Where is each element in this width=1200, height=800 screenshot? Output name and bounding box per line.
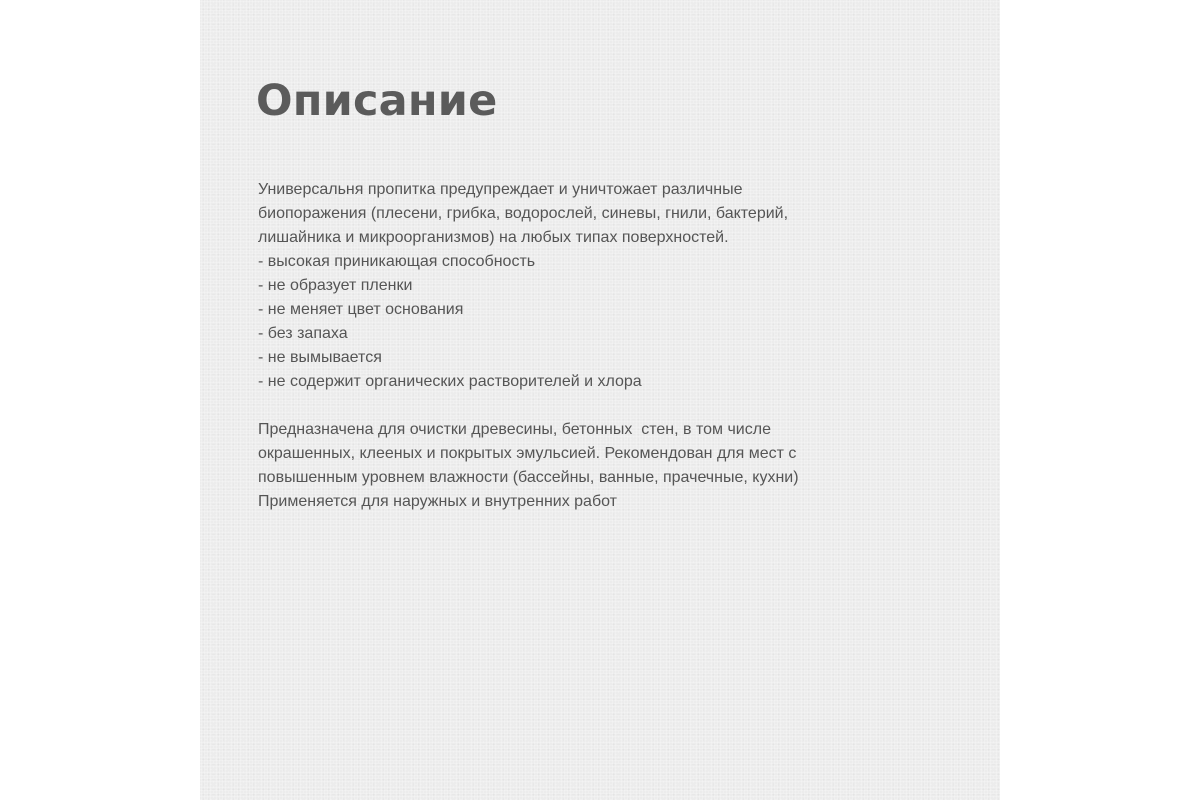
- description-body: [258, 178, 958, 514]
- usage-line: окрашенных, клееных и покрытых эмульсией. Рекомендован для мест с: [258, 445, 797, 462]
- feature-item: - не меняет цвет основания: [258, 301, 464, 318]
- usage-line: повышенным уровнем влажности (бассейны, ванные, прачечные, кухни): [258, 469, 799, 486]
- feature-item: - не образует пленки: [258, 277, 413, 294]
- feature-item: - не содержит органических растворителей и хлора: [258, 373, 642, 390]
- paragraph-gap: [258, 394, 958, 418]
- intro-line: Универсальня пропитка предупреждает и уничтожает различные: [258, 181, 743, 198]
- intro-line: биопоражения (плесени, грибка, водорослей, синевы, гнили, бактерий,: [258, 205, 789, 222]
- usage-line: Предназначена для очистки древесины, бетонных стен, в том числе: [258, 421, 771, 438]
- description-card: [200, 0, 1000, 800]
- feature-item: - без запаха: [258, 325, 348, 342]
- page-title: Описание: [256, 76, 498, 126]
- feature-item: - высокая приникающая способность: [258, 253, 536, 270]
- feature-item: - не вымывается: [258, 349, 382, 366]
- usage-line: Применяется для наружных и внутренних работ: [258, 493, 617, 510]
- intro-line: лишайника и микроорганизмов) на любых типах поверхностей.: [258, 229, 729, 246]
